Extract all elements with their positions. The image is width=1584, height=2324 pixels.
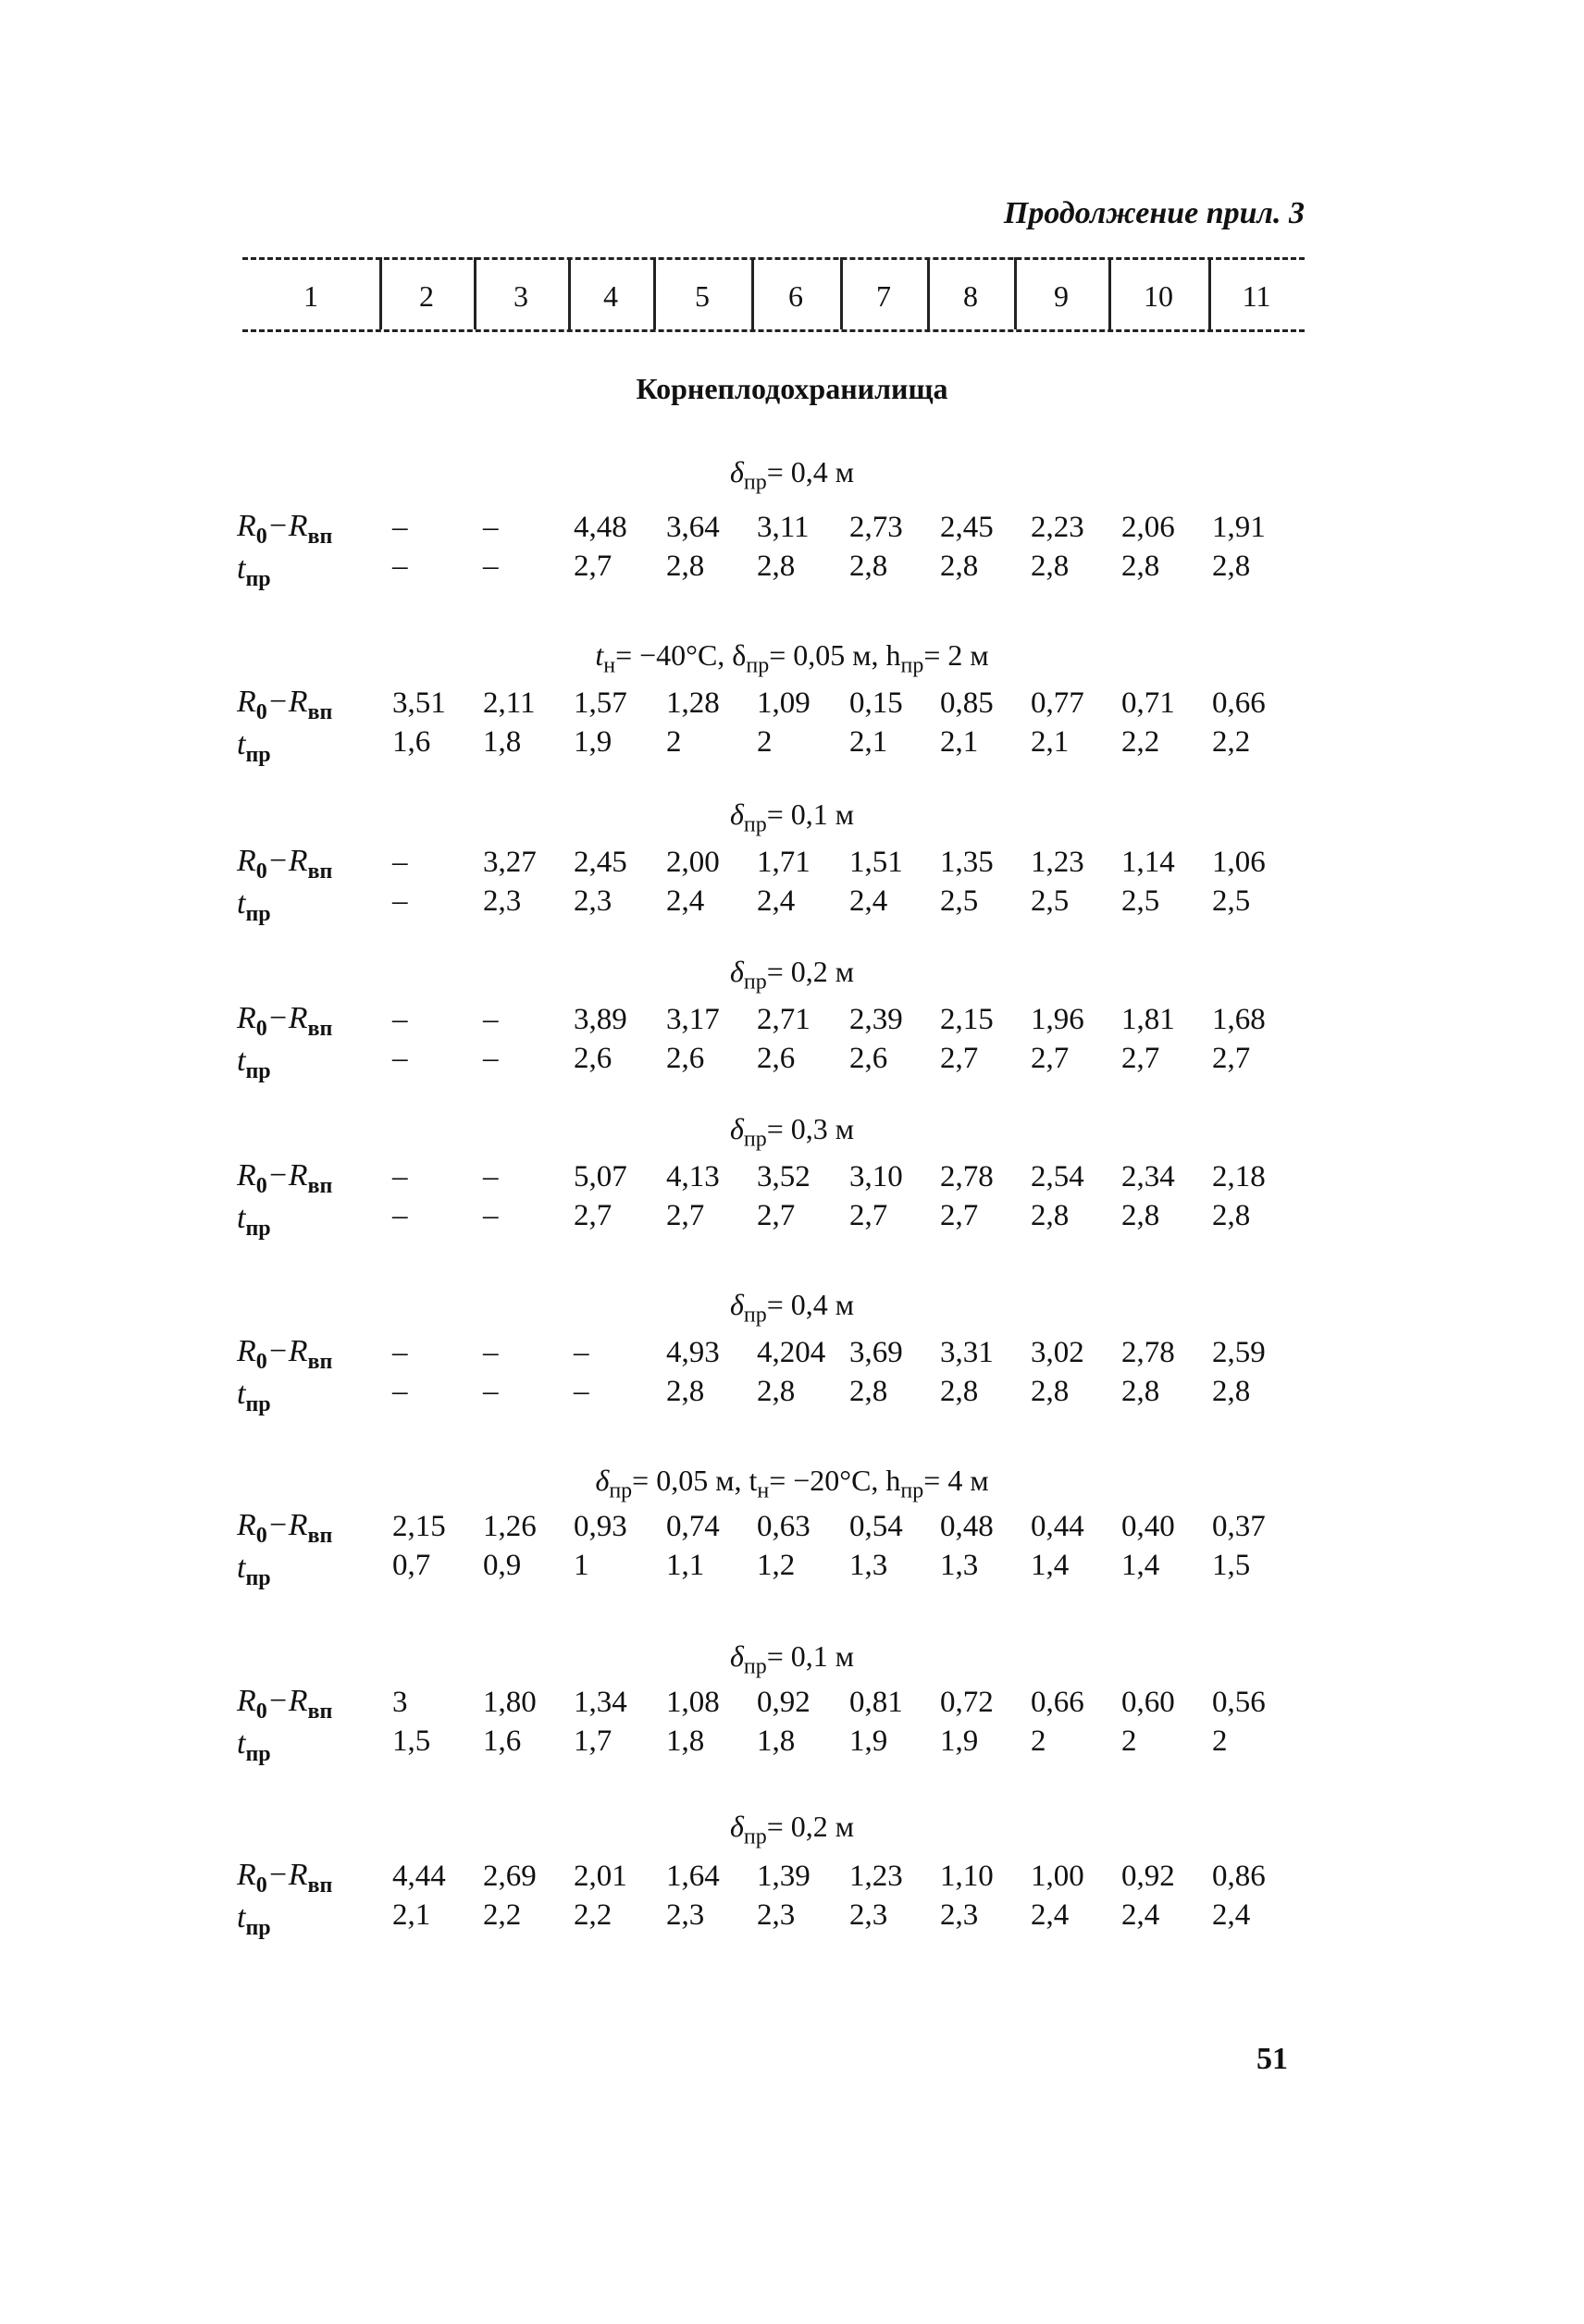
cell-t-value: 2,6 — [757, 1042, 796, 1075]
cell-r-value: 3,64 — [666, 511, 720, 544]
cell-t-value: 1,9 — [940, 1724, 979, 1758]
row-label-r0-rvp: $R_0-R_{вп}$ — [237, 509, 333, 549]
cell-r-value: 2,39 — [849, 1003, 903, 1036]
cell-t-value: 2,8 — [757, 550, 796, 583]
cell-t-value: 1,8 — [666, 1724, 705, 1758]
cell-r-value: 3,02 — [1031, 1336, 1084, 1369]
cell-t-value: – — [392, 1199, 408, 1232]
cell-t-value: 2,8 — [666, 1375, 705, 1408]
cell-r-value: 1,80 — [483, 1686, 537, 1719]
cell-r-value: 2,69 — [483, 1860, 537, 1893]
cell-t-value: 2,1 — [940, 725, 979, 759]
cell-r-value: – — [483, 1003, 499, 1036]
header-top-rule — [242, 257, 1305, 260]
cell-t-value: 1,9 — [849, 1724, 888, 1758]
column-header-5: 5 — [695, 278, 710, 313]
row-label-t-pr: $t_{пр}$ — [237, 1377, 271, 1416]
cell-r-value: – — [392, 1003, 408, 1036]
cell-r-value: 0,48 — [940, 1510, 994, 1543]
cell-r-value: 4,44 — [392, 1860, 446, 1893]
cell-t-value: 2,4 — [666, 884, 705, 918]
cell-r-value: 1,91 — [1212, 511, 1266, 544]
column-separator — [1014, 257, 1017, 329]
cell-r-value: 2,45 — [574, 846, 627, 879]
cell-r-value: 0,92 — [757, 1686, 811, 1719]
cell-r-value: 2,06 — [1121, 511, 1175, 544]
cell-r-value: 1,81 — [1121, 1003, 1175, 1036]
cell-r-value: 1,57 — [574, 686, 627, 720]
condition-heading: $\delta_{пр}= 0,4$ м — [729, 455, 854, 495]
cell-t-value: 2,7 — [849, 1199, 888, 1232]
cell-r-value: 4,93 — [666, 1336, 720, 1369]
cell-r-value: 0,66 — [1031, 1686, 1084, 1719]
cell-r-value: 0,37 — [1212, 1510, 1266, 1543]
page-number: 51 — [1256, 2042, 1288, 2076]
cell-t-value: 2,8 — [940, 1375, 979, 1408]
condition-heading: $\delta_{пр}= 0,3$ м — [729, 1112, 854, 1152]
cell-r-value: – — [483, 511, 499, 544]
cell-r-value: 1,68 — [1212, 1003, 1266, 1036]
column-header-8: 8 — [963, 278, 978, 313]
cell-t-value: 2,3 — [757, 1898, 796, 1932]
row-label-r0-rvp: $R_0-R_{вп}$ — [237, 1158, 333, 1198]
cell-t-value: 2,7 — [940, 1042, 979, 1075]
cell-r-value: 3,69 — [849, 1336, 903, 1369]
cell-r-value: 0,71 — [1121, 686, 1175, 720]
cell-t-value: – — [392, 1042, 408, 1075]
cell-r-value: 3,11 — [757, 511, 810, 544]
condition-heading: $\delta_{пр}= 0,1$ м — [729, 1639, 854, 1679]
column-header-row — [242, 252, 1305, 337]
cell-t-value: – — [483, 1042, 499, 1075]
cell-r-value: 1,35 — [940, 846, 994, 879]
cell-t-value: 2,8 — [1121, 550, 1160, 583]
cell-r-value: 1,28 — [666, 686, 720, 720]
condition-heading: $t_н= -40^\circ C$, $\delta_{пр}= 0,05$ м, $h_{пр}= 2$ м — [595, 638, 989, 678]
cell-t-value: 2,8 — [666, 550, 705, 583]
cell-t-value: 2,2 — [1212, 725, 1251, 759]
cell-t-value: 1,6 — [392, 725, 431, 759]
cell-r-value: 1,64 — [666, 1860, 720, 1893]
cell-t-value: 2,3 — [574, 884, 613, 918]
cell-t-value: 2,6 — [666, 1042, 705, 1075]
cell-t-value: 2,2 — [483, 1898, 522, 1932]
cell-t-value: 1,2 — [757, 1549, 796, 1582]
cell-t-value: – — [392, 550, 408, 583]
cell-r-value: 0,60 — [1121, 1686, 1175, 1719]
cell-r-value: 1,10 — [940, 1860, 994, 1893]
cell-t-value: 1,8 — [483, 725, 522, 759]
condition-heading: $\delta_{пр}= 0,4$ м — [729, 1288, 854, 1328]
cell-t-value: 1 — [574, 1549, 589, 1582]
cell-r-value: 2,18 — [1212, 1160, 1266, 1193]
cell-t-value: 2,4 — [1121, 1898, 1160, 1932]
cell-t-value: 2,4 — [1031, 1898, 1070, 1932]
cell-t-value: 2,7 — [940, 1199, 979, 1232]
cell-r-value: 3,89 — [574, 1003, 627, 1036]
cell-t-value: 1,4 — [1031, 1549, 1070, 1582]
cell-r-value: 2,23 — [1031, 511, 1084, 544]
cell-t-value: 2,8 — [1212, 550, 1251, 583]
cell-t-value: 2,3 — [483, 884, 522, 918]
cell-r-value: 2,45 — [940, 511, 994, 544]
cell-t-value: 2,1 — [849, 725, 888, 759]
cell-t-value: 2,7 — [757, 1199, 796, 1232]
cell-t-value: 2,8 — [1031, 1375, 1070, 1408]
cell-t-value: 1,8 — [757, 1724, 796, 1758]
cell-r-value: 1,00 — [1031, 1860, 1084, 1893]
row-label-t-pr: $t_{пр}$ — [237, 886, 271, 926]
cell-r-value: 3,52 — [757, 1160, 811, 1193]
cell-t-value: 2,8 — [849, 1375, 888, 1408]
cell-t-value: 2,1 — [1031, 725, 1070, 759]
cell-r-value: 0,81 — [849, 1686, 903, 1719]
cell-t-value: 2,8 — [940, 550, 979, 583]
cell-r-value: 0,72 — [940, 1686, 994, 1719]
cell-r-value: 1,08 — [666, 1686, 720, 1719]
cell-r-value: 0,63 — [757, 1510, 811, 1543]
condition-heading: $\delta_{пр}= 0,2$ м — [729, 955, 854, 995]
cell-t-value: 2,5 — [1121, 884, 1160, 918]
cell-r-value: 0,44 — [1031, 1510, 1084, 1543]
cell-t-value: 2,1 — [392, 1898, 431, 1932]
cell-t-value: 1,5 — [392, 1724, 431, 1758]
cell-r-value: – — [392, 1336, 408, 1369]
cell-r-value: – — [574, 1336, 589, 1369]
cell-t-value: 2,8 — [1212, 1375, 1251, 1408]
cell-r-value: 3,17 — [666, 1003, 720, 1036]
cell-t-value: 2,2 — [1121, 725, 1160, 759]
column-separator — [379, 257, 382, 329]
cell-r-value: – — [392, 1160, 408, 1193]
cell-t-value: – — [483, 550, 499, 583]
column-separator — [840, 257, 843, 329]
cell-r-value: 0,85 — [940, 686, 994, 720]
column-header-11: 11 — [1242, 278, 1271, 313]
cell-t-value: 2,7 — [1031, 1042, 1070, 1075]
cell-t-value: 1,4 — [1121, 1549, 1160, 1582]
row-label-t-pr: $t_{пр}$ — [237, 551, 271, 591]
row-label-t-pr: $t_{пр}$ — [237, 1900, 271, 1940]
cell-r-value: 0,40 — [1121, 1510, 1175, 1543]
cell-r-value: 1,23 — [1031, 846, 1084, 879]
cell-r-value: 4,204 — [757, 1336, 826, 1369]
cell-r-value: 5,07 — [574, 1160, 627, 1193]
cell-t-value: 0,7 — [392, 1549, 431, 1582]
cell-r-value: 1,26 — [483, 1510, 537, 1543]
cell-t-value: – — [574, 1375, 589, 1408]
cell-r-value: 2,01 — [574, 1860, 627, 1893]
cell-t-value: 2,8 — [1031, 550, 1070, 583]
cell-t-value: 2,4 — [849, 884, 888, 918]
cell-r-value: 3 — [392, 1686, 408, 1719]
row-label-r0-rvp: $R_0-R_{вп}$ — [237, 685, 333, 724]
cell-t-value: 2,7 — [574, 550, 613, 583]
cell-r-value: 3,31 — [940, 1336, 994, 1369]
cell-t-value: 2,6 — [574, 1042, 613, 1075]
row-label-t-pr: $t_{пр}$ — [237, 727, 271, 767]
row-label-r0-rvp: $R_0-R_{вп}$ — [237, 1858, 333, 1898]
cell-r-value: 1,23 — [849, 1860, 903, 1893]
cell-t-value: 1,5 — [1212, 1549, 1251, 1582]
cell-r-value: 2,78 — [1121, 1336, 1175, 1369]
cell-t-value: 2,6 — [849, 1042, 888, 1075]
cell-r-value: 3,10 — [849, 1160, 903, 1193]
cell-r-value: 1,71 — [757, 846, 811, 879]
cell-t-value: 2,8 — [1031, 1199, 1070, 1232]
row-label-r0-rvp: $R_0-R_{вп}$ — [237, 1334, 333, 1374]
cell-r-value: – — [392, 511, 408, 544]
cell-t-value: 2,2 — [574, 1898, 613, 1932]
cell-r-value: 0,15 — [849, 686, 903, 720]
cell-t-value: 2,7 — [1212, 1042, 1251, 1075]
cell-t-value: 0,9 — [483, 1549, 522, 1582]
cell-r-value: 0,92 — [1121, 1860, 1175, 1893]
cell-t-value: 2,8 — [757, 1375, 796, 1408]
row-label-t-pr: $t_{пр}$ — [237, 1726, 271, 1766]
cell-t-value: 1,7 — [574, 1724, 613, 1758]
column-separator — [568, 257, 571, 329]
cell-t-value: 2 — [1031, 1724, 1046, 1758]
cell-r-value: 0,86 — [1212, 1860, 1266, 1893]
cell-t-value: 2,5 — [1031, 884, 1070, 918]
cell-t-value: – — [483, 1375, 499, 1408]
cell-r-value: 3,27 — [483, 846, 537, 879]
cell-t-value: – — [483, 1199, 499, 1232]
cell-r-value: – — [483, 1336, 499, 1369]
row-label-t-pr: $t_{пр}$ — [237, 1551, 271, 1590]
cell-t-value: 2 — [1212, 1724, 1228, 1758]
cell-t-value: 2,5 — [1212, 884, 1251, 918]
condition-heading: $\delta_{пр}= 0,1$ м — [729, 797, 854, 837]
cell-t-value: 2,3 — [666, 1898, 705, 1932]
cell-t-value: 2,8 — [1121, 1375, 1160, 1408]
cell-r-value: 0,66 — [1212, 686, 1266, 720]
cell-t-value: 2,3 — [849, 1898, 888, 1932]
condition-heading: $\delta_{пр}= 0,05$ м, $t_н= -20^\circ C$, $h_{пр}= 4$ м — [595, 1464, 989, 1503]
cell-r-value: 1,96 — [1031, 1003, 1084, 1036]
row-label-r0-rvp: $R_0-R_{вп}$ — [237, 1508, 333, 1548]
cell-t-value: 2,7 — [574, 1199, 613, 1232]
cell-r-value: 2,59 — [1212, 1336, 1266, 1369]
condition-heading: $\delta_{пр}= 0,2$ м — [729, 1810, 854, 1849]
column-header-3: 3 — [514, 278, 528, 313]
cell-t-value: 2,5 — [940, 884, 979, 918]
column-separator — [653, 257, 656, 329]
cell-r-value: 0,93 — [574, 1510, 627, 1543]
column-header-1: 1 — [303, 278, 318, 313]
cell-r-value: 0,77 — [1031, 686, 1084, 720]
cell-t-value: 2,7 — [666, 1199, 705, 1232]
cell-r-value: – — [392, 846, 408, 879]
cell-r-value: 1,14 — [1121, 846, 1175, 879]
column-header-9: 9 — [1054, 278, 1069, 313]
cell-t-value: 2,4 — [757, 884, 796, 918]
cell-t-value: – — [392, 1375, 408, 1408]
cell-r-value: 0,74 — [666, 1510, 720, 1543]
column-header-2: 2 — [419, 278, 434, 313]
row-label-t-pr: $t_{пр}$ — [237, 1044, 271, 1083]
cell-t-value: 2,8 — [849, 550, 888, 583]
cell-r-value: 4,13 — [666, 1160, 720, 1193]
row-label-r0-rvp: $R_0-R_{вп}$ — [237, 1001, 333, 1041]
cell-r-value: 1,06 — [1212, 846, 1266, 879]
cell-r-value: 1,09 — [757, 686, 811, 720]
cell-t-value: 1,3 — [940, 1549, 979, 1582]
cell-r-value: 1,34 — [574, 1686, 627, 1719]
cell-r-value: 2,11 — [483, 686, 536, 720]
cell-t-value: 2 — [1121, 1724, 1137, 1758]
column-header-10: 10 — [1144, 278, 1173, 313]
cell-t-value: 2,3 — [940, 1898, 979, 1932]
cell-r-value: – — [483, 1160, 499, 1193]
column-separator — [927, 257, 930, 329]
column-header-6: 6 — [788, 278, 803, 313]
cell-t-value: 2,8 — [1121, 1199, 1160, 1232]
cell-r-value: 0,56 — [1212, 1686, 1266, 1719]
cell-t-value: 1,6 — [483, 1724, 522, 1758]
row-label-r0-rvp: $R_0-R_{вп}$ — [237, 844, 333, 884]
header-bottom-rule — [242, 329, 1305, 332]
column-separator — [751, 257, 754, 329]
cell-r-value: 3,51 — [392, 686, 446, 720]
cell-t-value: 2,4 — [1212, 1898, 1251, 1932]
cell-t-value: 1,1 — [666, 1549, 705, 1582]
cell-t-value: 2,7 — [1121, 1042, 1160, 1075]
cell-r-value: 1,39 — [757, 1860, 811, 1893]
row-label-r0-rvp: $R_0-R_{вп}$ — [237, 1684, 333, 1724]
cell-r-value: 2,54 — [1031, 1160, 1084, 1193]
column-header-4: 4 — [603, 278, 618, 313]
cell-r-value: 2,15 — [940, 1003, 994, 1036]
cell-t-value: 2 — [757, 725, 773, 759]
column-separator — [1108, 257, 1111, 329]
cell-r-value: 2,34 — [1121, 1160, 1175, 1193]
cell-t-value: 1,3 — [849, 1549, 888, 1582]
cell-t-value: 1,9 — [574, 725, 613, 759]
cell-t-value: 2 — [666, 725, 682, 759]
cell-r-value: 2,00 — [666, 846, 720, 879]
column-separator — [474, 257, 476, 329]
cell-r-value: 0,54 — [849, 1510, 903, 1543]
cell-r-value: 1,51 — [849, 846, 903, 879]
row-label-t-pr: $t_{пр}$ — [237, 1201, 271, 1241]
cell-t-value: – — [392, 884, 408, 918]
column-separator — [1208, 257, 1211, 329]
cell-r-value: 2,15 — [392, 1510, 446, 1543]
column-header-7: 7 — [876, 278, 891, 313]
continuation-header: Продолжение прил. 3 — [1003, 196, 1305, 230]
cell-r-value: 4,48 — [574, 511, 627, 544]
cell-t-value: 2,8 — [1212, 1199, 1251, 1232]
cell-r-value: 2,78 — [940, 1160, 994, 1193]
cell-r-value: 2,73 — [849, 511, 903, 544]
cell-r-value: 2,71 — [757, 1003, 811, 1036]
section-title: Корнеплодохранилища — [636, 372, 948, 405]
